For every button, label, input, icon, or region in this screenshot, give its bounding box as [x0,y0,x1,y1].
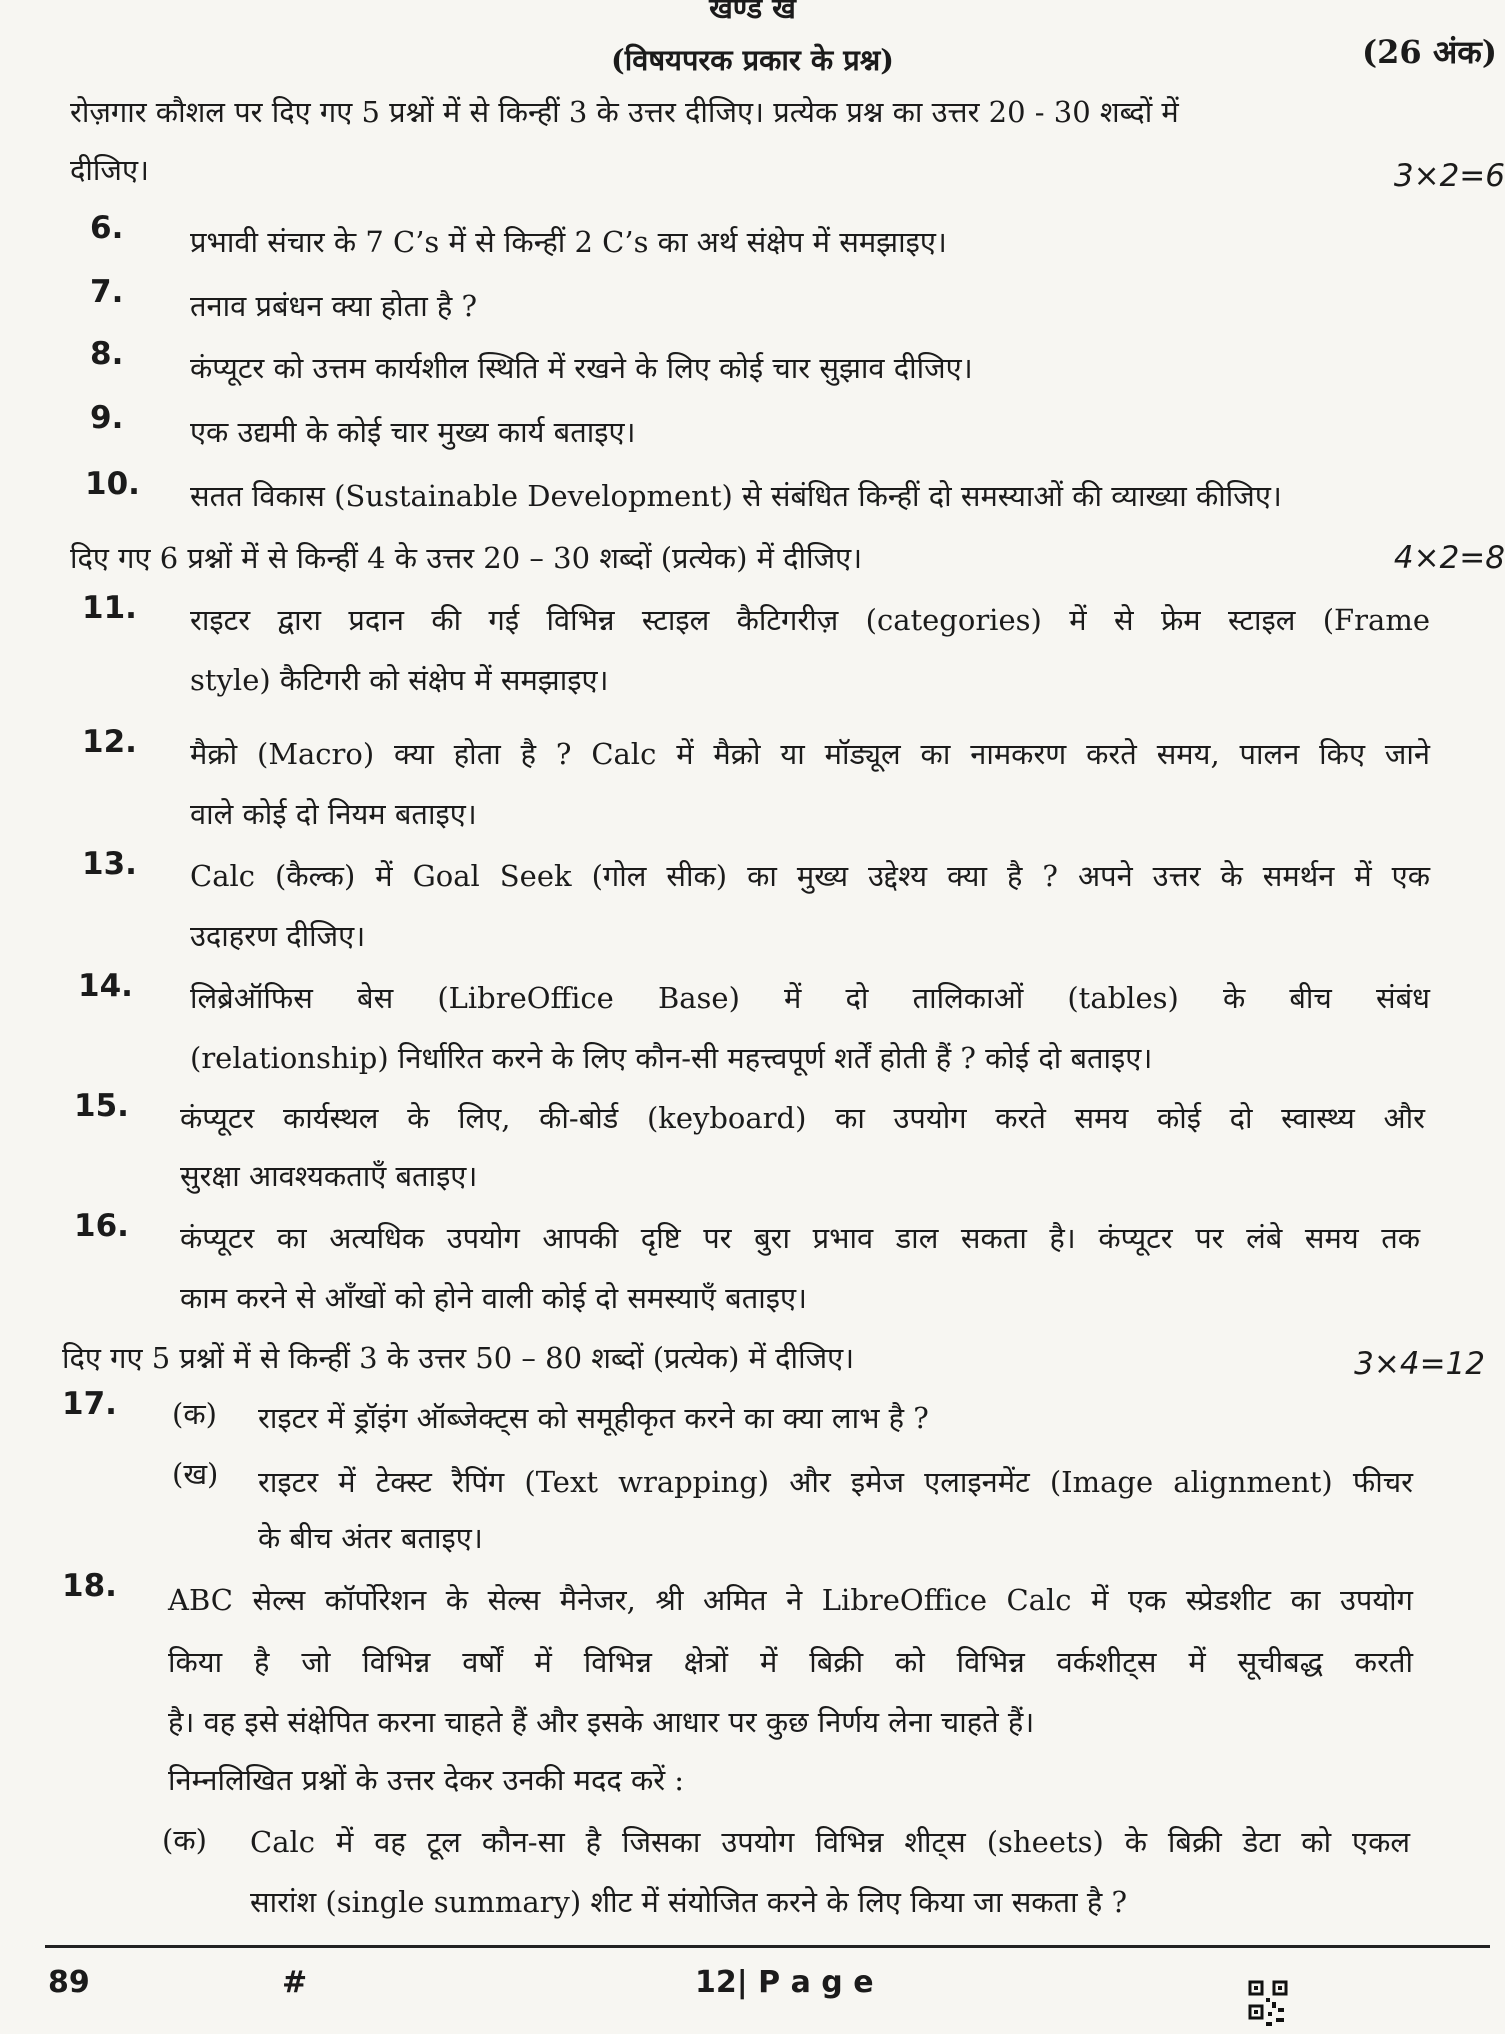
question-number: 17. [62,1386,117,1422]
instruction-1-line-1: रोज़गार कौशल पर दिए गए 5 प्रश्नों में से किन्हीं 3 के उत्तर दीजिए। प्रत्येक प्रश्न का उत्तर 20 - 30 शब्दों में [70,95,1179,129]
instruction-1-marks: 3×2=6 [1393,158,1505,194]
sub-question-label: (ख) [172,1457,219,1491]
question-text: सतत विकास (Sustainable Development) से संबंधित किन्हीं दो समस्याओं की व्याख्या कीजिए। [190,479,1282,513]
qr-code-icon [1248,1980,1288,2028]
question-text: किया है जो विभिन्न वर्षों में विभिन्न क्षेत्रों में बिक्री को विभिन्न वर्कशीट्स में सूचीबद्ध करती [168,1645,1413,1679]
instruction-3-marks: 3×4=12 [1354,1346,1485,1382]
question-number: 7. [90,274,124,310]
question-text: कंप्यूटर का अत्यधिक उपयोग आपकी दृष्टि पर बुरा प्रभाव डाल सकता है। कंप्यूटर पर लंबे समय तक [180,1221,1420,1255]
question-number: 18. [62,1568,117,1604]
question-text: राइटर में ड्रॉइंग ऑब्जेक्ट्स को समूहीकृत करने का क्या लाभ है ? [258,1401,929,1435]
section-title: खण्ड ख [709,0,796,25]
footer-divider [45,1945,1490,1948]
question-text: है। वह इसे संक्षेपित करना चाहते हैं और इसके आधार पर कुछ निर्णय लेना चाहते हैं। [168,1705,1035,1739]
question-text: निम्नलिखित प्रश्नों के उत्तर देकर उनकी मदद करें : [168,1763,685,1797]
question-number: 16. [74,1208,129,1244]
question-text: के बीच अंतर बताइए। [258,1521,483,1555]
instruction-2: दिए गए 6 प्रश्नों में से किन्हीं 4 के उत्तर 20 – 30 शब्दों (प्रत्येक) में दीजिए। [70,541,863,575]
question-text: मैक्रो (Macro) क्या होता है ? Calc में मैक्रो या मॉड्यूल का नामकरण करते समय, पालन किए जाने [190,737,1430,771]
paper-code: 89 [48,1965,90,2000]
question-text: राइटर द्वारा प्रदान की गई विभिन्न स्टाइल कैटिगरीज़ (categories) में से फ्रेम स्टाइल (Frame [190,603,1430,637]
question-number: 9. [90,400,124,436]
instruction-1-line-2: दीजिए। [70,153,149,187]
question-number: 10. [85,466,140,502]
question-text: वाले कोई दो नियम बताइए। [190,797,477,831]
question-text: तनाव प्रबंधन क्या होता है ? [190,289,478,323]
footer-hash: # [282,1965,308,2000]
section-subtitle: (विषयपरक प्रकार के प्रश्न) [611,43,894,77]
sub-question-label: (क) [172,1397,217,1431]
question-text: काम करने से आँखों को होने वाली कोई दो समस्याएँ बताइए। [180,1281,808,1315]
question-text: (relationship) निर्धारित करने के लिए कौन-सी महत्त्वपूर्ण शर्तें होती हैं ? कोई दो बताइए। [190,1041,1153,1075]
question-text: सारांश (single summary) शीट में संयोजित करने के लिए किया जा सकता है ? [250,1885,1128,1919]
question-number: 11. [82,590,137,626]
question-text: सुरक्षा आवश्यकताएँ बताइए। [180,1159,478,1193]
question-number: 13. [82,846,137,882]
question-text: ABC सेल्स कॉर्पोरेशन के सेल्स मैनेजर, श्री अमित ने LibreOffice Calc में एक स्प्रेडशीट का उपयोग [168,1583,1413,1617]
question-text: कंप्यूटर कार्यस्थल के लिए, की-बोर्ड (keyboard) का उपयोग करते समय कोई दो स्वास्थ्य और [180,1101,1425,1135]
question-number: 8. [90,336,124,372]
question-text: उदाहरण दीजिए। [190,919,366,953]
question-text: कंप्यूटर को उत्तम कार्यशील स्थिति में रखने के लिए कोई चार सुझाव दीजिए। [190,351,973,385]
question-text: style) कैटिगरी को संक्षेप में समझाइए। [190,663,609,697]
question-text: एक उद्यमी के कोई चार मुख्य कार्य बताइए। [190,415,636,449]
instruction-2-marks: 4×2=8 [1393,540,1505,576]
question-text: Calc में वह टूल कौन-सा है जिसका उपयोग विभिन्न शीट्स (sheets) के बिक्री डेटा को एकल [250,1825,1410,1859]
question-text: लिब्रेऑफिस बेस (LibreOffice Base) में दो तालिकाओं (tables) के बीच संबंध [190,981,1430,1015]
question-number: 12. [82,724,137,760]
total-marks: (26 अंक) [1362,33,1497,71]
question-text: Calc (कैल्क) में Goal Seek (गोल सीक) का मुख्य उद्देश्य क्या है ? अपने उत्तर के समर्थन में एक [190,859,1430,893]
sub-question-label: (क) [162,1823,207,1857]
question-text: राइटर में टेक्स्ट रैपिंग (Text wrapping) और इमेज एलाइनमेंट (Image alignment) फीचर [258,1465,1413,1499]
question-number: 14. [78,968,133,1004]
question-number: 6. [90,210,124,246]
page-number: 12| P a g e [695,1965,874,2000]
instruction-3: दिए गए 5 प्रश्नों में से किन्हीं 3 के उत्तर 50 – 80 शब्दों (प्रत्येक) में दीजिए। [62,1341,855,1375]
question-number: 15. [74,1088,129,1124]
question-text: प्रभावी संचार के 7 C’s में से किन्हीं 2 C’s का अर्थ संक्षेप में समझाइए। [190,225,947,259]
